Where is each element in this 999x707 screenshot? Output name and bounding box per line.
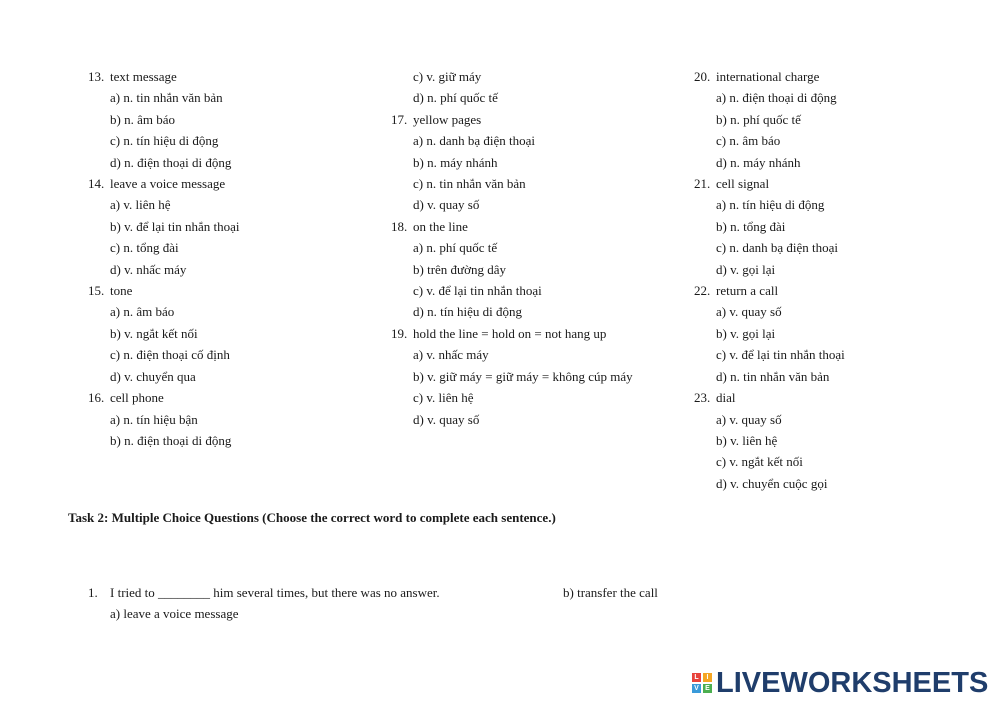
question-term: tone	[110, 283, 133, 299]
answer-option[interactable]: a) n. tín hiệu di động	[716, 197, 825, 213]
answer-option[interactable]: a) v. liên hệ	[110, 197, 171, 213]
question-term: yellow pages	[413, 111, 482, 127]
answer-option[interactable]: a) n. tin nhắn văn bản	[110, 90, 223, 106]
answer-option[interactable]: d) n. tin nhắn văn bản	[716, 368, 830, 384]
question-number: 13.	[88, 69, 105, 84]
answer-option[interactable]: b) transfer the call	[563, 585, 658, 600]
logo-block: E	[703, 684, 712, 693]
answer-option[interactable]: d) v. chuyển qua	[110, 368, 196, 384]
question-column-3	[694, 66, 984, 494]
question-block	[694, 173, 984, 280]
question-number: 1.	[88, 585, 98, 600]
question-block	[391, 216, 671, 323]
answer-option[interactable]: d) n. máy nhánh	[716, 154, 801, 170]
question-block	[88, 66, 378, 173]
question-number: 18.	[391, 218, 408, 234]
question-number: 17.	[391, 111, 408, 127]
question-block	[88, 280, 378, 387]
question-header	[88, 582, 788, 603]
answer-option[interactable]: a) n. tín hiệu bận	[110, 411, 198, 427]
answer-option[interactable]: b) n. âm báo	[110, 111, 175, 127]
answer-option[interactable]: a) n. âm báo	[110, 304, 175, 320]
question-block	[694, 280, 984, 387]
question-column-1	[88, 66, 378, 451]
question-block	[391, 323, 671, 430]
question-header	[391, 323, 671, 344]
answer-option[interactable]: a) leave a voice message	[110, 606, 239, 622]
question-header	[88, 66, 378, 87]
liveworksheets-logo[interactable]	[692, 665, 988, 701]
question-term: hold the line = hold on = not hang up	[413, 325, 607, 341]
question-number: 16.	[88, 390, 105, 406]
answer-option[interactable]: a) n. danh bạ điện thoại	[413, 133, 536, 149]
question-header	[694, 280, 984, 301]
answer-option[interactable]: b) n. tổng đài	[716, 218, 786, 234]
question-header	[694, 387, 984, 408]
question-number: 19.	[391, 325, 408, 341]
answer-option[interactable]: b) n. phí quốc tế	[716, 111, 801, 127]
question-term: international charge	[716, 69, 820, 84]
answer-option[interactable]: c) n. điện thoại cố định	[110, 347, 230, 363]
question-block	[391, 109, 671, 216]
question-term: leave a voice message	[110, 176, 226, 192]
answer-option[interactable]: c) n. tổng đài	[110, 240, 179, 256]
answer-option[interactable]: b) v. liên hệ	[716, 432, 778, 448]
answer-option[interactable]: a) v. quay số	[716, 411, 782, 427]
task-2-title: Task 2: Multiple Choice Questions (Choose the correct word to complete each sentence.)	[68, 510, 556, 525]
answer-option[interactable]: b) n. điện thoại di động	[110, 432, 232, 448]
question-block	[88, 173, 378, 280]
question-header	[391, 216, 671, 237]
question-header	[694, 173, 984, 194]
logo-block: L	[692, 673, 701, 682]
question-number: 15.	[88, 283, 105, 299]
answer-option[interactable]: b) v. gọi lại	[716, 325, 776, 341]
answer-option[interactable]: d) v. gọi lại	[716, 261, 776, 277]
logo-block: V	[692, 684, 701, 693]
question-header	[88, 387, 378, 408]
answer-option[interactable]: b) n. máy nhánh	[413, 154, 498, 170]
question-header	[88, 280, 378, 301]
logo-text: LIVEWORKSHEETS	[716, 666, 989, 699]
answer-option[interactable]: a) n. điện thoại di động	[716, 90, 837, 106]
answer-option[interactable]: d) v. chuyển cuộc gọi	[716, 475, 828, 491]
answer-option[interactable]: b) v. giữ máy = giữ máy = không cúp máy	[413, 368, 633, 384]
question-term: cell signal	[716, 176, 770, 192]
answer-option[interactable]: c) v. để lại tin nhắn thoại	[413, 283, 542, 299]
answer-option[interactable]: c) v. giữ máy	[413, 69, 482, 84]
question-number: 22.	[694, 283, 711, 299]
answer-option[interactable]: c) n. tín hiệu di động	[110, 133, 219, 149]
question-block	[694, 66, 984, 173]
answer-option[interactable]: d) n. tín hiệu di động	[413, 304, 523, 320]
question-header	[88, 173, 378, 194]
question-header	[694, 66, 984, 87]
answer-option[interactable]: b) trên đường dây	[413, 261, 506, 277]
answer-option[interactable]: b) v. ngắt kết nối	[110, 325, 198, 341]
answer-option[interactable]: a) n. phí quốc tế	[413, 240, 498, 256]
answer-option[interactable]: c) n. danh bạ điện thoại	[716, 240, 839, 256]
answer-option[interactable]: d) n. phí quốc tế	[413, 90, 498, 106]
answer-option[interactable]: d) v. quay số	[413, 411, 480, 427]
logo-block: I	[703, 673, 712, 682]
question-term: cell phone	[110, 390, 164, 406]
question-block	[694, 387, 984, 494]
task-2-question-1	[88, 582, 788, 625]
answer-option[interactable]: c) n. âm báo	[716, 133, 781, 149]
question-header	[391, 109, 671, 130]
logo-mark-icon	[692, 673, 712, 693]
question-term: text message	[110, 69, 177, 84]
answer-option[interactable]: a) v. nhấc máy	[413, 347, 489, 363]
question-text: I tried to ________ him several times, but there was no answer.	[110, 585, 440, 600]
question-number: 20.	[694, 69, 711, 84]
question-term: dial	[716, 390, 736, 406]
question-column-2	[391, 66, 671, 430]
question-number: 21.	[694, 176, 711, 192]
answer-option[interactable]: d) v. nhấc máy	[110, 261, 187, 277]
question-number: 14.	[88, 176, 105, 192]
answer-option[interactable]: a) v. quay số	[716, 304, 782, 320]
answer-option[interactable]: d) n. điện thoại di động	[110, 154, 232, 170]
question-block	[88, 387, 378, 451]
answer-option[interactable]: c) v. liên hệ	[413, 390, 474, 406]
answer-option[interactable]: d) v. quay số	[413, 197, 480, 213]
answer-option[interactable]: c) n. tin nhắn văn bản	[413, 176, 526, 192]
question-term: on the line	[413, 218, 468, 234]
question-number: 23.	[694, 390, 711, 406]
answer-option[interactable]: c) v. để lại tin nhắn thoại	[716, 347, 845, 363]
answer-option[interactable]: c) v. ngắt kết nối	[716, 454, 803, 470]
answer-option[interactable]: b) v. để lại tin nhắn thoại	[110, 218, 240, 234]
question-term: return a call	[716, 283, 779, 299]
